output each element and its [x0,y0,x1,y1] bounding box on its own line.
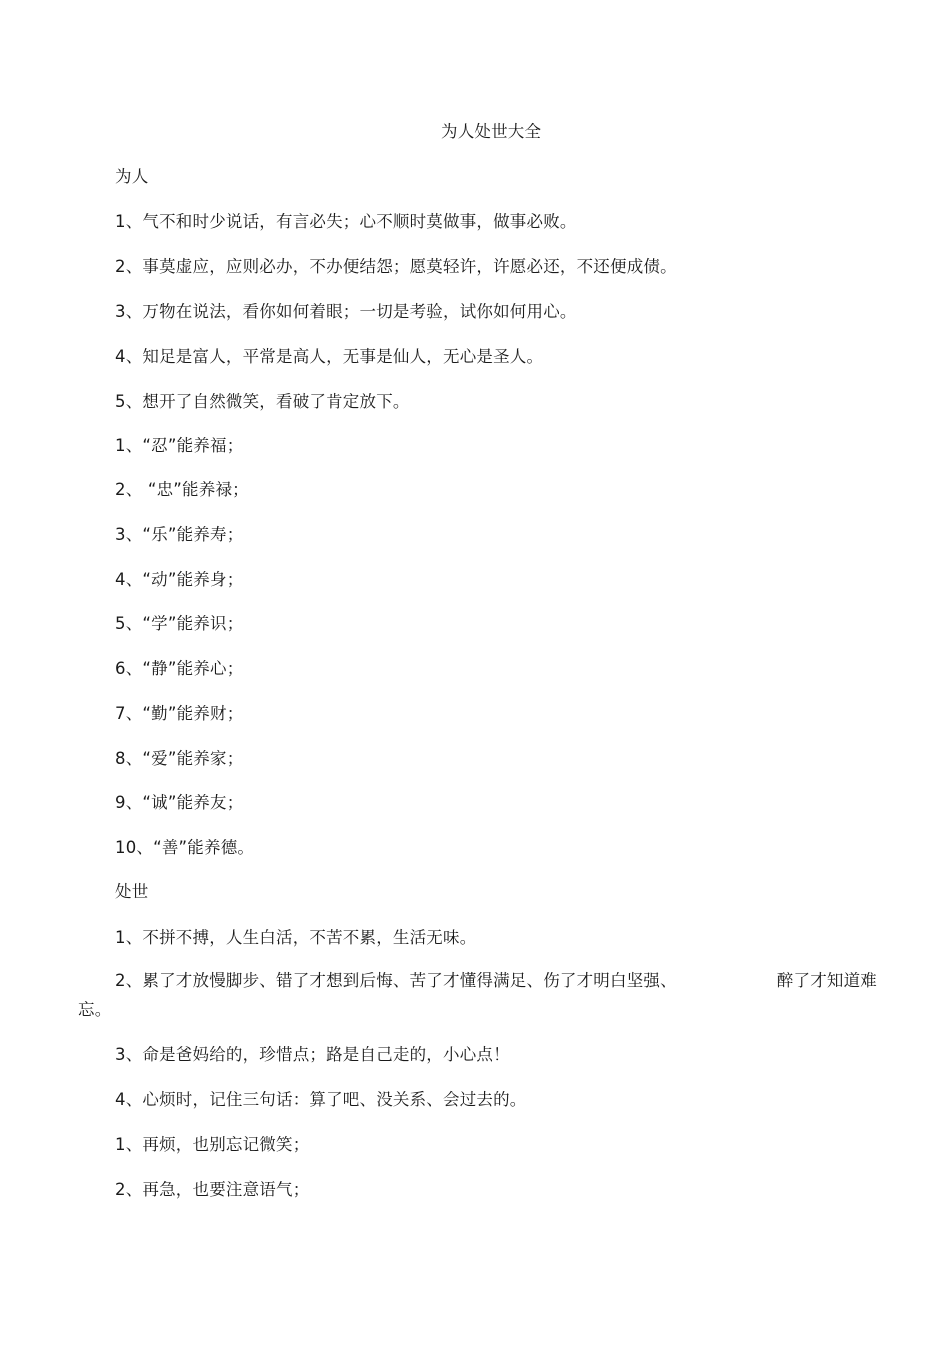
virtue-line: 4、“动”能养身； [115,570,244,589]
paragraph-line: 3、命是爸妈给的，珍惜点；路是自己走的，小心点！ [115,1045,510,1064]
virtue-line: 8、“爱”能养家； [115,749,244,768]
virtue-line: 10、“善”能养德。 [115,838,255,857]
virtue-line: 1、“忍”能养福； [115,436,244,455]
virtue-line: 3、“乐”能养寿； [115,525,244,544]
paragraph-line-wrapped [115,971,877,991]
paragraph-line-continuation: 忘。 [78,1000,112,1019]
virtue-line: 2、 “忠”能养禄； [115,480,249,499]
virtue-line: 6、“静”能养心； [115,659,244,678]
paragraph-line: 4、心烦时，记住三句话：算了吧、没关系、会过去的。 [115,1090,527,1109]
virtue-line: 5、“学”能养识； [115,614,244,633]
section-heading-weiren: 为人 [115,167,149,186]
section-heading-chushi: 处世 [115,882,149,901]
paragraph-line: 3、万物在说法，看你如何着眼；一切是考验，试你如何用心。 [115,302,577,321]
paragraph-line: 1、不拼不搏，人生白活，不苦不累，生活无味。 [115,928,477,947]
virtue-line: 7、“勤”能养财； [115,704,244,723]
paragraph-segment: 2、累了才放慢脚步、错了才想到后悔、苦了才懂得满足、伤了才明白坚强、 [115,971,677,990]
document-title: 为人处世大全 [441,122,542,141]
virtue-line: 9、“诚”能养友； [115,793,244,812]
paragraph-line: 5、想开了自然微笑，看破了肯定放下。 [115,392,410,411]
sub-item-line: 1、再烦，也别忘记微笑； [115,1135,310,1154]
paragraph-line: 2、事莫虚应，应则必办，不办便结怨；愿莫轻许，许愿必还，不还便成债。 [115,257,677,276]
paragraph-line: 4、知足是富人，平常是高人，无事是仙人，无心是圣人。 [115,347,544,366]
sub-item-line: 2、再急，也要注意语气； [115,1180,310,1199]
paragraph-segment: 醉了才知道难 [776,971,877,990]
paragraph-line: 1、气不和时少说话，有言必失；心不顺时莫做事，做事必败。 [115,212,577,231]
